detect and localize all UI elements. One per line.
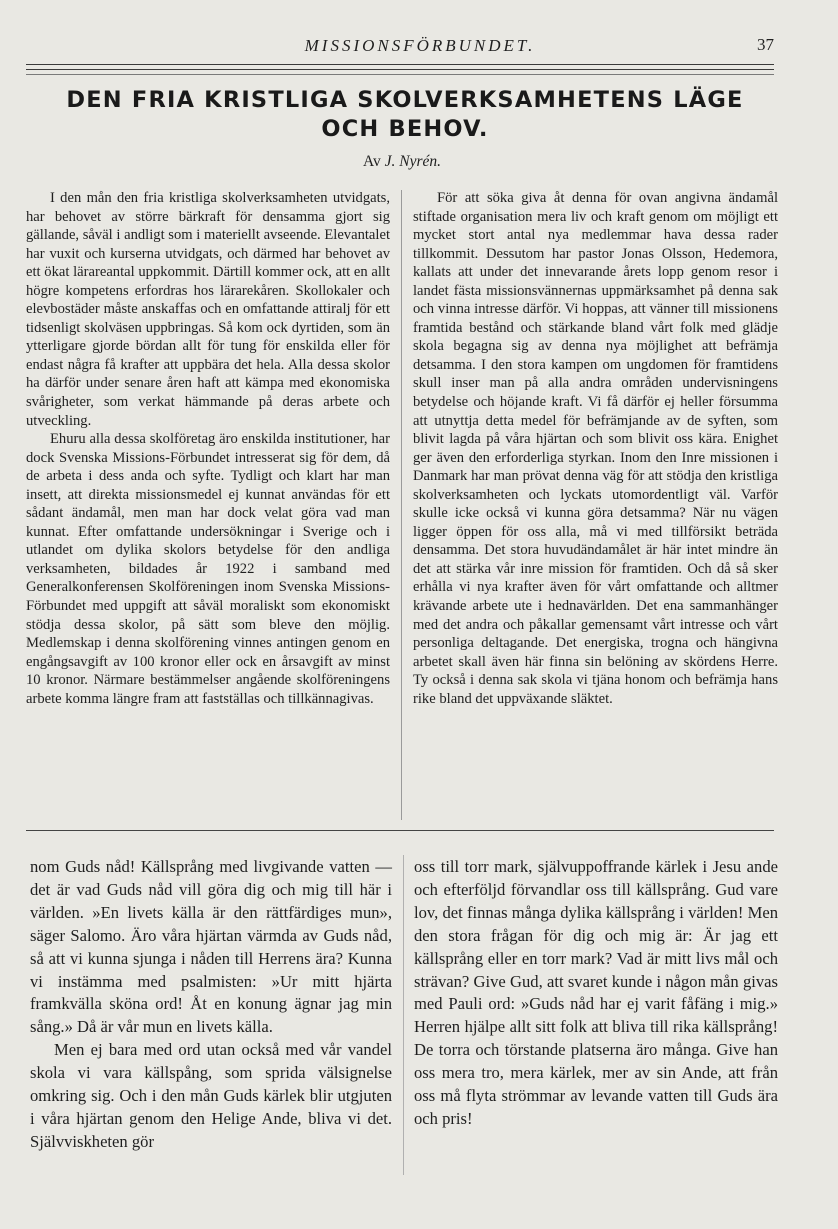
paragraph: nom Guds nåd! Källsprång med livgivande vatten — det är vad Guds nåd vill göra dig och mig till här i världen. »En livets källa är den rättfärdiges mun», säger Salomo. Äro våra hjärtan värmda av Guds nåd, så att vi kunna sjunga i nåden till Herrens ära? Kunna vi instämma med psalmisten: »Ur mitt hjärta framkvälla sköna ord! Åt en konung ägnar jag min sång.» Då är vår mun en livets källa. [30, 857, 392, 1037]
byline-prefix: Av [362, 153, 381, 170]
continuation-column-right [414, 856, 778, 1131]
article-column-left [26, 189, 390, 708]
byline-author: J. Nyrén. [384, 153, 442, 170]
headline-line-1: DEN FRIA KRISTLIGA SKOLVERKSAMHETENS LÄGE [66, 87, 744, 113]
headline-line-2: OCH BEHOV. [321, 116, 489, 142]
continuation-column-left [30, 856, 392, 1154]
journal-title: MISSIONSFÖRBUNDET. [304, 36, 536, 55]
paragraph: För att söka giva åt denna för ovan angivna ändamål stiftade organisation mera liv och kraft genom om möjligt ett mycket stort antal nya medlemmar hava dessa rader tillkommit. Dessutom har pastor Jonas Olsson, Hedemora, kallats att under det innevarande årets lopp genom resor i landet fästa missionsvännernas uppmärksamhet på denna sak och vinna intresse därför. Vi hoppas, att vänner till missionens framtida bestånd och stärkande bland vårt folk med glädje skola begagna sig av denna nya möjlighet att befrämja detsamma. I den stora kampen om ungdomen för framtidens skull inser man på alla andra områden undervisningens betydelse och höjande kraft. Vi få därför ej heller försumma att utnyttja detta medel för befrämjande av de syften, som blivit lagda på våra hjärtan och som blivit oss kära. Enighet ger även den erforderliga styrkan. Inom den Inre missionen i Danmark har man prövat denna väg för att stödja den kristliga skolverksamheten och lyckats utomordentligt väl. Varför skulle icke också vi kunna göra detsamma? När nu vägen ligger öppen för oss alla, må vi med tillförsikt beträda densamma. Det stora huvudändamålet är här intet mindre än det att stärka vår inre mission för framtiden. Och då så sker erhålla vi nya krafter även för vårt omfattande och alltmer krävande arbete ute i hednavärlden. Det ena sammanhänger med det andra och påkallar gemensamt vårt intresse och vårt personliga deltagande. Det energiska, trogna och hängivna arbetet skall även här finna sin belöning av skördens Herre. Ty också i denna sak skola vi tjäna honom och befrämja hans rike bland det uppväxande släktet. [413, 190, 778, 707]
paragraph: I den mån den fria kristliga skolverksamheten utvidgats, har behovet av större bärkraft för densamma gjort sig gällande, såväl i andligt som i materiellt avseende. Elevantalet har vuxit och kurserna utvidgats, och därmed har behovet av ett ökat lärareantal uppkommit. Därtill kommer ock, att en allt högre kompetens erfordras hos lärarekåren. Skollokaler och elevbostäder måste anskaffas och en omfattande attiralj för ett tidsenligt skolväsen uppbringas. Så kom ock dyrtiden, som än ytterligare gjorde bördan allt för tung för enskilda eller för endast några få krafter att uppbära det hela. Alla dessa skolor ha därför under senare åren haft att kämpa med ekonomiska svårigheter, som verkat hämmande på deras arbete och utveckling. [26, 190, 390, 429]
article-headline [20, 86, 790, 144]
paragraph: Ehuru alla dessa skolföretag äro enskilda institutioner, har dock Svenska Missions-Förbundet intresserat sig för dem, då de arbeta i dess anda och syfte. Tydligt och klart har man insett, att direkta missionsmedel ej kunnat användas för ett sådant ändamål, men man har dock velat göra vad man kunnat. Efter omfattande undersökningar i Sverige och i utlandet om dylika skolors betydelse för den andliga verksamheten, bildades år 1922 i samband med Generalkonferensen Skolföreningen inom Svenska Missions-Förbundet med uppgift att såväl moraliskt som ekonomiskt stödja dessa skolor, på sätt som bleve den möjlig. Medlemskap i denna skolförening vinnes antingen genom en engångsavgift av 100 kronor eller ock en årsavgift av minst 10 kronor. Närmare bestämmelser angående skolföreningens arbete komma längre fram att fastställas och tillkännagivas. [26, 431, 390, 707]
section-divider-rule [26, 830, 774, 831]
paragraph: Men ej bara med ord utan också med vår vandel skola vi vara källspång, som sprida välsignelse omkring sig. Och i den mån Guds kärlek blir utgjuten i våra hjärtan genom den Helige Ande, bliva vi det. Självviskheten gör [30, 1040, 392, 1151]
column-divider [403, 855, 404, 1175]
paragraph: oss till torr mark, självuppoffrande kärlek i Jesu ande och efterföljd förvandlar oss till källsprång. Gud vare lov, det finnas många dylika källsprång i världen! Men den stora frågan för dig och mig är: Är jag ett källsprång eller en torr mark? Vad är mitt livs mål och strävan? Give Gud, att svaret kunde i någon mån givas med Pauli ord: »Guds nåd har ej varit fåfäng i mig.» Herren hjälpe allt sitt folk att bliva till rika källsprång! De torra och törstande platserna äro många. Give han oss mera tro, mera kärlek, mer av sin Ande, att från oss må flyta strömmar av levande vatten till Guds ära och pris! [414, 857, 778, 1128]
article-column-right [413, 189, 778, 708]
page-number: 37 [757, 35, 774, 54]
header-double-rule [26, 64, 774, 70]
header-thin-rule [26, 74, 774, 75]
article-byline [322, 153, 482, 171]
running-head [0, 36, 838, 60]
column-divider [401, 190, 402, 820]
